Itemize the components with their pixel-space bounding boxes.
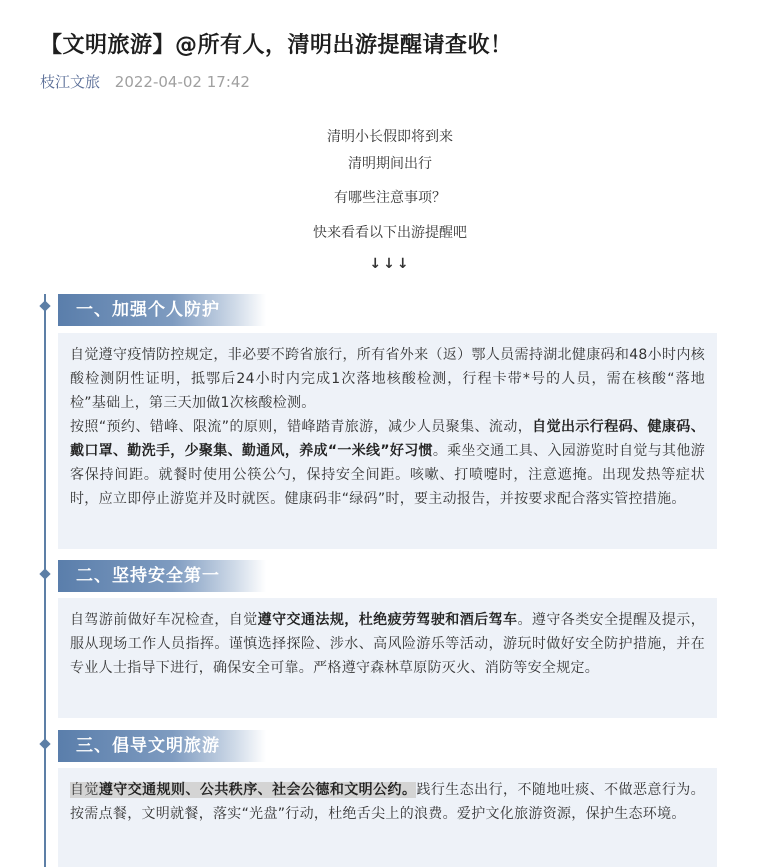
section-1-paragraph-2 bbox=[70, 415, 705, 511]
section-3-bold-period: 。 bbox=[402, 782, 417, 798]
section-3-bold-text: 遵守交通规则、公共秩序、社会公德和文明公约 bbox=[98, 782, 402, 798]
section-1-paragraph-1: 自觉遵守疫情防控规定，非必要不跨省旅行，所有省外来（返）鄂人员需持湖北健康码和48小时内核酸检测阴性证明，抵鄂后24小时内完成1次落地核酸检测，行程卡带*号的人员，需在核酸“落地检”基础上，第三天加做1次核酸检测。 bbox=[70, 347, 705, 411]
section-2-paragraph-1 bbox=[70, 608, 705, 680]
timeline-diamond-icon bbox=[39, 738, 50, 749]
intro-line-1: 清明小长假即将到来 bbox=[327, 129, 453, 145]
section-1-box bbox=[58, 333, 717, 549]
section-1-heading: 一、加强个人防护 bbox=[58, 294, 266, 326]
article-meta bbox=[40, 72, 250, 92]
author-link[interactable]: 枝江文旅 bbox=[40, 73, 101, 91]
section-1-bold-text: 自觉出示行程码、健康码、戴口罩、勤洗手，少聚集、勤通风，养成“一米线”好习惯 bbox=[70, 419, 706, 459]
section-2-box bbox=[58, 598, 717, 718]
down-arrows-icon: ↓↓↓ bbox=[369, 256, 411, 272]
section-1-text-c: 。乘坐交通工具、入园游览时自觉与其他游客保持间距。就餐时使用公筷公勺，保持安全间距。咳嗽、打喷嚏时，注意遮掩。出现发热等症状时，应立即停止游览并及时就医。健康码非“绿码”时，要主动报告，并按要求配合落实管控措施。 bbox=[70, 443, 706, 507]
intro-line-2: 清明期间出行 bbox=[348, 156, 432, 172]
section-1-text-a: 按照“预约、错峰、限流”的原则，错峰踏青旅游，减少人员聚集、流动， bbox=[70, 419, 533, 435]
section-3-selected-text[interactable] bbox=[70, 782, 416, 798]
section-3-paragraph-1 bbox=[70, 778, 705, 826]
article-title: 【文明旅游】@所有人，清明出游提醒请查收！ bbox=[40, 33, 513, 58]
section-2-text-a: 自驾游前做好车况检查，自觉 bbox=[70, 612, 258, 628]
intro-line-4: 快来看看以下出游提醒吧 bbox=[313, 225, 467, 241]
section-2-heading: 二、坚持安全第一 bbox=[58, 560, 266, 592]
section-2-text-c: 。遵守各类安全提醒及提示，服从现场工作人员指挥。谨慎选择探险、涉水、高风险游乐等活动，游玩时做好安全防护措施，并在专业人士指导下进行，确保安全可靠。严格遵守森林草原防灭火、消防等安全规定。 bbox=[70, 612, 705, 676]
section-3-heading: 三、倡导文明旅游 bbox=[58, 730, 266, 762]
publish-date: 2022-04-02 17:42 bbox=[114, 73, 250, 91]
timeline-line bbox=[44, 294, 46, 867]
section-3-text-a: 自觉 bbox=[70, 782, 99, 798]
section-3-text-d: 践行生态出行，不随地吐痰、不做恶意行为。按需点餐，文明就餐，落实“光盘”行动，杜绝舌尖上的浪费。爱护文化旅游资源，保护生态环境。 bbox=[70, 782, 705, 822]
section-3-box bbox=[58, 768, 717, 867]
timeline-diamond-icon bbox=[39, 300, 50, 311]
intro-line-3: 有哪些注意事项？ bbox=[334, 190, 446, 206]
section-2-bold-text: 遵守交通法规，杜绝疲劳驾驶和酒后驾车 bbox=[257, 612, 518, 628]
timeline-diamond-icon bbox=[39, 568, 50, 579]
